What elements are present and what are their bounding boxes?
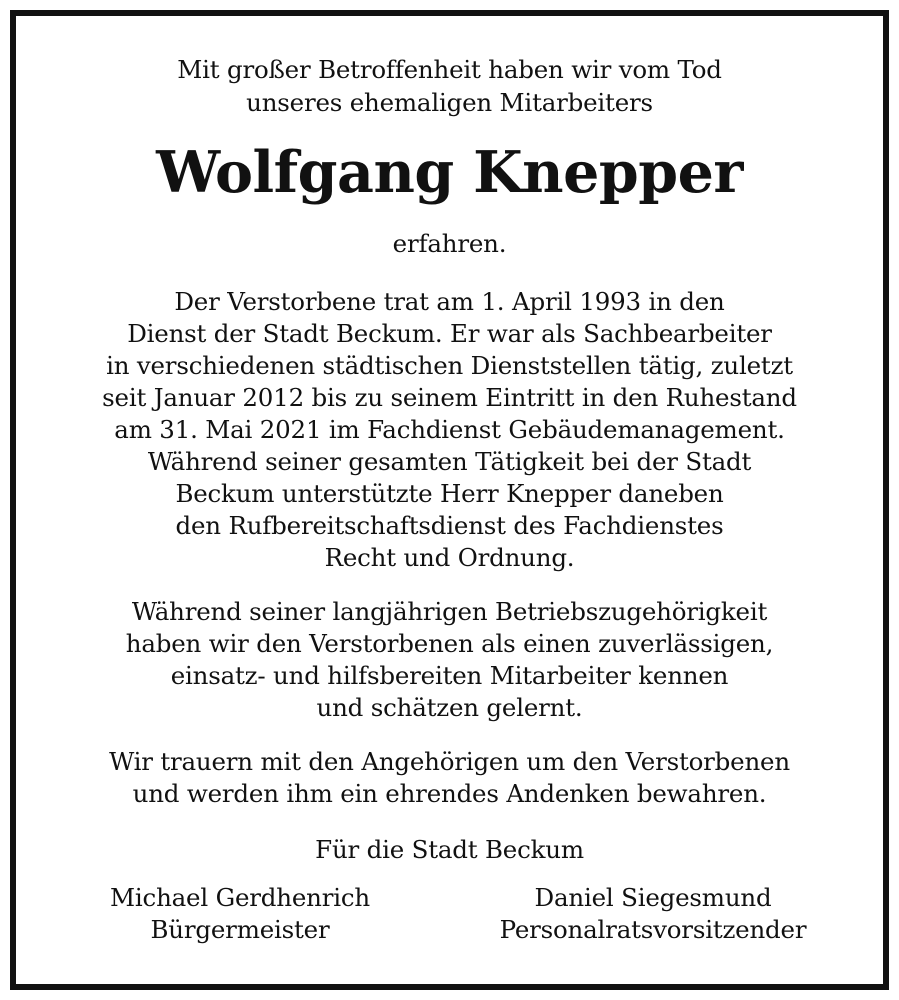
- career-paragraph: [16, 286, 883, 574]
- appreciation-paragraph: [16, 596, 883, 724]
- signature-block-mayor: [50, 882, 430, 946]
- paragraph-line: Beckum unterstützte Herr Knepper daneben: [175, 479, 724, 508]
- paragraph-line: einsatz- und hilfsbereiten Mitarbeiter kennen: [170, 661, 729, 690]
- obituary-notice: [16, 16, 883, 984]
- deceased-name: Wolfgang Knepper: [156, 139, 743, 206]
- paragraph-line: Wir trauern mit den Angehörigen um den Verstorbenen: [109, 747, 790, 776]
- paragraph-line: und schätzen gelernt.: [316, 693, 583, 722]
- paragraph-line: den Rufbereitschaftsdienst des Fachdienstes: [175, 511, 724, 540]
- paragraph-line: Während seiner langjährigen Betriebszugehörigkeit: [131, 597, 768, 626]
- paragraph-line: Der Verstorbene trat am 1. April 1993 in den: [174, 287, 725, 316]
- paragraph-line: Während seiner gesamten Tätigkeit bei der Stadt: [147, 447, 752, 476]
- paragraph-line: und werden ihm ein ehrendes Andenken bewahren.: [132, 779, 767, 808]
- learned-line: erfahren.: [392, 229, 507, 258]
- signature-block-staff-council: [453, 882, 853, 946]
- paragraph-line: am 31. Mai 2021 im Fachdienst Gebäudemanagement.: [114, 415, 785, 444]
- on-behalf-line: Für die Stadt Beckum: [315, 835, 584, 864]
- intro-line: unseres ehemaligen Mitarbeiters: [246, 88, 653, 117]
- signatory-title: Personalratsvorsitzender: [499, 915, 807, 944]
- signatory-name: Michael Gerdhenrich: [110, 883, 370, 912]
- paragraph-line: Recht und Ordnung.: [324, 543, 575, 572]
- signatory-title: Bürgermeister: [150, 915, 330, 944]
- on-behalf-of: [16, 834, 883, 866]
- intro-line: Mit großer Betroffenheit haben wir vom Tod: [177, 55, 722, 84]
- signatory-name: Daniel Siegesmund: [534, 883, 772, 912]
- mourning-paragraph: [16, 746, 883, 810]
- paragraph-line: Dienst der Stadt Beckum. Er war als Sachbearbeiter: [127, 319, 772, 348]
- paragraph-line: haben wir den Verstorbenen als einen zuverlässigen,: [125, 629, 774, 658]
- paragraph-line: in verschiedenen städtischen Dienststellen tätig, zuletzt: [106, 351, 793, 380]
- intro-text: [16, 53, 883, 119]
- paragraph-line: seit Januar 2012 bis zu seinem Eintritt in den Ruhestand: [102, 383, 797, 412]
- learned-text: [16, 228, 883, 260]
